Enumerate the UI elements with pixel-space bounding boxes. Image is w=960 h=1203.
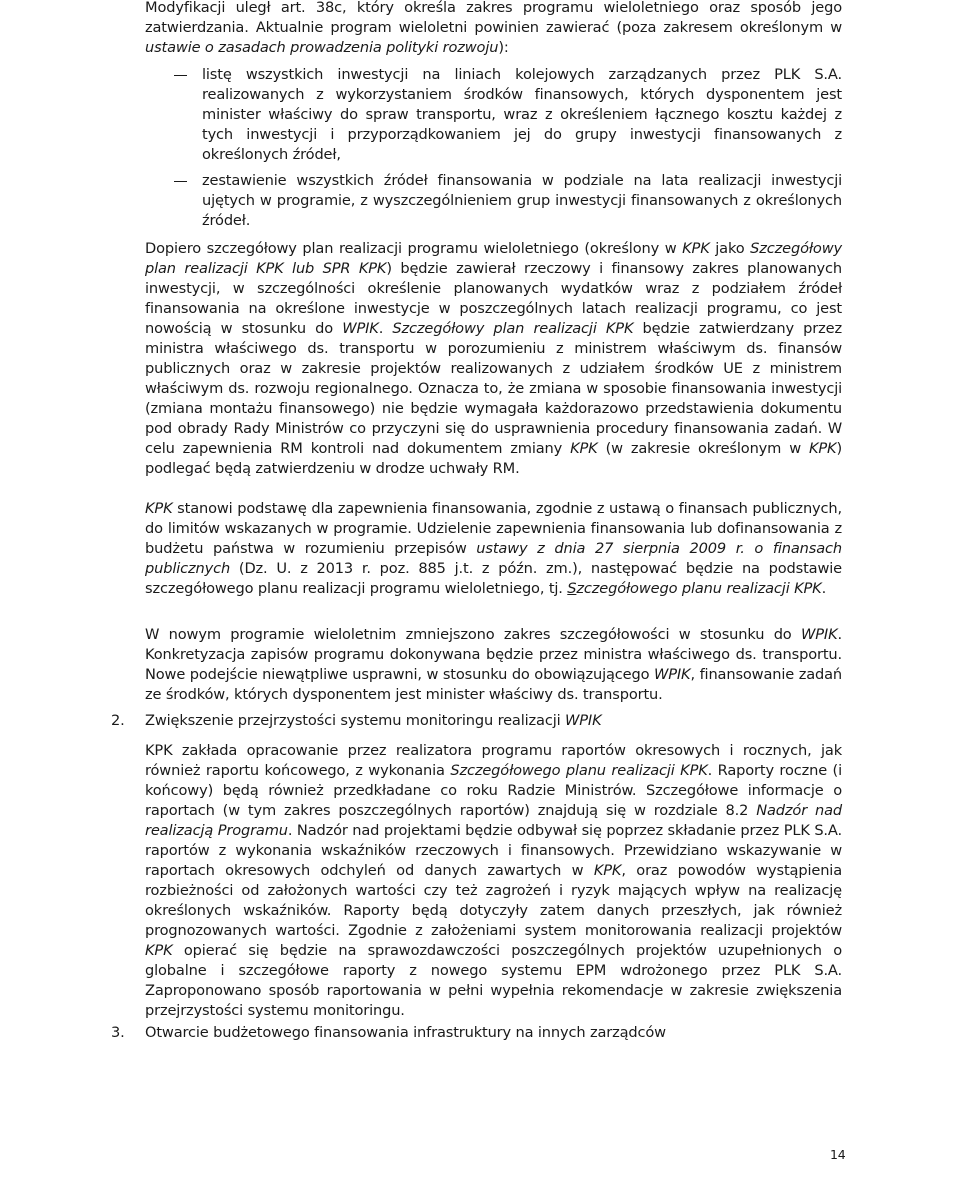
text-run: . Konkretyzacja zapisów programu dokonywana będzie przez ministra właściwego ds. transportu. Nowe podejście niewątpliwe usprawni, w stosunku do obowiązującego [145,626,842,683]
bullet-item [202,171,842,231]
page-number: 14 [830,1147,846,1162]
text-run: . Nadzór nad projektami będzie odbywał się poprzez składanie przez PLK S.A. raportów z wykonania wskaźników rzeczowych i finansowych. Przewidziano wskazywanie w raportach okresowych odchyleń od danych zawartych w [145,822,842,879]
intro-end: ): [498,39,509,56]
text-run: , oraz powodów wystąpienia rozbieżności od założonych wartości czy też zagrożeń i ryzyk mających wpływ na realizację określonych wskaźników. Raporty będą dotyczyły zatem danych przeszłych, jak również prognozowanych wartości. Zgodnie z założeniami system monitorowania realizacji projektów [145,862,842,939]
text-run-italic: Szczegółowego planu realizacji KPK [450,762,708,779]
text-run: . Raporty roczne (i końcowy) będą również przedkładane co roku Radzie Ministrów. Szczegółowe informacje o raportach (w tym zakres poszczególnych raportów) znajdują się w rozdziale 8.2 [145,762,842,819]
text-run: . [821,580,827,597]
paragraph-financing [145,499,842,599]
text-run: opierać się będzie na sprawozdawczości poszczególnych projektów uzupełnionych o globalne i szczegółowe raporty z nowego systemu EPM wdrożonego przez PLK S.A. Zaproponowano sposób raportowania w pełni wypełnia rekomendacje w zakresie zwiększenia przejrzystości systemu monitoringu. [145,942,842,1019]
intro-paragraph [145,0,842,58]
text-run: (w zakresie określonym w [597,440,809,457]
text-run-italic: zczegółowego planu realizacji KPK [576,580,822,597]
text-run-italic: KPK [682,240,710,257]
section-number: 3. [111,1024,125,1041]
text-run: , finansowanie zadań ze środków, których dysponentem jest minister właściwy ds. transportu. [145,666,842,703]
text-run-italic: KPK [808,440,837,457]
heading-text-italic: WPIK [565,712,602,729]
text-run-italic: WPIK [800,626,838,643]
text-run: (Dz. U. z 2013 r. poz. 885 j.t. z późn. zm.), następować będzie na podstawie szczegółowego planu realizacji programu wieloletniego, tj. [145,560,842,597]
intro-italic: ustawie o zasadach prowadzenia polityki rozwoju [145,39,499,56]
paragraph-detailed-plan [145,239,842,479]
text-run-italic: Szczegółowy plan realizacji KPK [392,320,634,337]
text-run-italic: Szczegółowy plan realizacji KPK lub SPR KPK [145,240,842,277]
bullet-text: listę wszystkich inwestycji na liniach kolejowych zarządzanych przez PLK S.A. realizowanych z wykorzystaniem środków finansowych, których dysponentem jest minister właściwy do spraw transportu, wraz z określeniem łącznego kosztu każdej z tych inwestycji i przyporządkowaniem jej do grupy inwestycji finansowanych z określonych źródeł, [202,66,842,163]
text-run: KPK zakłada opracowanie przez realizatora programu raportów okresowych i rocznych, jak również raportu końcowego, z wykonania [145,742,842,779]
dash-bullet-icon [174,181,187,182]
section-heading: Otwarcie budżetowego finansowania infrastruktury na innych zarządców [145,1024,666,1041]
text-run: Dopiero szczegółowy plan realizacji programu wieloletniego (określony w [145,240,683,257]
text-run-italic: KPK [145,500,173,517]
text-run-italic: WPIK [342,320,379,337]
bullet-text: zestawienie wszystkich źródeł finansowania w podziale na lata realizacji inwestycji ujętych w programie, z wyszczególnieniem grup inwestycji finansowanych z określonych źródeł. [202,172,842,229]
text-run: stanowi podstawę dla zapewnienia finansowania, zgodnie z ustawą o finansach publicznych, do limitów wskazanych w programie. Udzielenie zapewnienia finansowania lub dofinansowania z budżetu państwa w rozumieniu przepisów [145,500,842,557]
text-run: W nowym programie wieloletnim zmniejszono zakres szczegółowości w stosunku do [145,626,801,643]
text-run: będzie zatwierdzany przez ministra właściwego ds. transportu w porozumieniu z ministrem właściwym ds. finansów publicznych oraz w zakresie projektów realizowanych z udziałem środków UE z ministrem właściwym ds. rozwoju regionalnego. Oznacza to, że zmiana w sposobie finansowania inwestycji (zmiana montażu finansowego) nie będzie wymagała każdorazowo przedstawienia dokumentu pod obrady Rady Ministrów co przyczyni się do usprawnienia procedury finansowania zadań. W celu zapewnienia RM kontroli nad dokumentem zmiany [145,320,842,457]
text-run-italic: ustawy z dnia 27 sierpnia 2009 r. o finansach publicznych [145,540,842,577]
text-run-italic: Nadzór nad realizacją Programu [145,802,842,839]
bullet-item [202,65,842,165]
paragraph-new-program [145,625,842,705]
text-run-italic: KPK [570,440,598,457]
text-run: jako [709,240,751,257]
text-run-italic: KPK [145,942,173,959]
text-run: ) podlegać będą zatwierdzeniu w drodze uchwały RM. [145,440,842,477]
text-run-underlined: S [567,580,577,597]
section-number: 2. [111,712,125,729]
text-run-italic: KPK [593,862,622,879]
paragraph-monitoring [145,741,842,1021]
dash-bullet-icon [174,75,187,76]
intro-text: Modyfikacji uległ art. 38c, który określa zakres programu wieloletniego oraz sposób jego zatwierdzania. Aktualnie program wieloletni powinien zawierać (poza zakresem określonym w [145,0,842,36]
text-run: . [378,320,393,337]
text-run-italic: WPIK [653,666,691,683]
heading-text: Zwiększenie przejrzystości systemu monitoringu realizacji [145,712,565,729]
section-heading [145,711,602,731]
text-run: ) będzie zawierał rzeczowy i finansowy zakres planowanych inwestycji, w szczególności określenie planowanych wydatków wraz z podziałem źródeł finansowania na określone inwestycje w poszczególnych latach realizacji programu, co jest nowością w stosunku do [145,260,842,337]
